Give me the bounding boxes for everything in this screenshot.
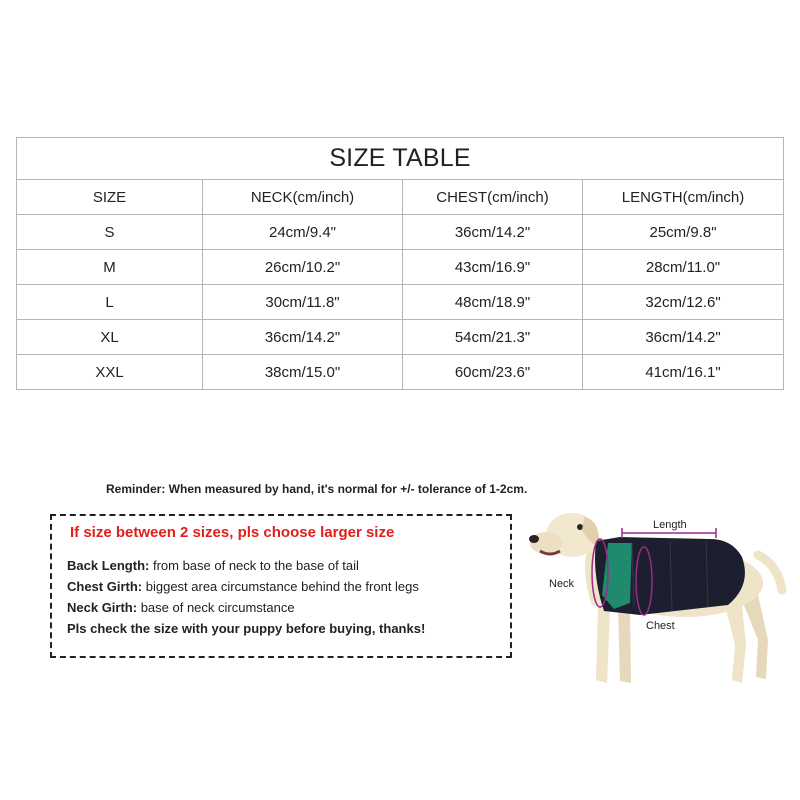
table-row <box>17 320 784 355</box>
cell-chest: 43cm/16.9" <box>403 250 583 285</box>
back-length-note <box>67 558 359 573</box>
length-label: Length <box>653 519 687 531</box>
cell-chest: 36cm/14.2" <box>403 215 583 250</box>
cell-length: 32cm/12.6" <box>583 285 784 320</box>
cell-length: 28cm/11.0" <box>583 250 784 285</box>
check-size-note: Pls check the size with your puppy before buying, thanks! <box>67 621 426 636</box>
cell-length: 41cm/16.1" <box>583 355 784 390</box>
header-size: SIZE <box>17 180 203 215</box>
neck-label: Neck <box>549 578 575 590</box>
header-neck: NECK(cm/inch) <box>203 180 403 215</box>
cell-chest: 48cm/18.9" <box>403 285 583 320</box>
table-row <box>17 355 784 390</box>
cell-size: XL <box>17 320 203 355</box>
neck-girth-label: Neck Girth: <box>67 600 138 615</box>
chest-label: Chest <box>646 620 675 632</box>
cell-size: XXL <box>17 355 203 390</box>
cell-neck: 26cm/10.2" <box>203 250 403 285</box>
cell-size: S <box>17 215 203 250</box>
sizing-note-box <box>50 514 512 658</box>
cell-chest: 54cm/21.3" <box>403 320 583 355</box>
header-length: LENGTH(cm/inch) <box>583 180 784 215</box>
header-chest: CHEST(cm/inch) <box>403 180 583 215</box>
tolerance-reminder: Reminder: When measured by hand, it's normal for +/- tolerance of 1-2cm. <box>106 482 528 496</box>
size-table <box>16 137 784 390</box>
chest-girth-label: Chest Girth: <box>67 579 143 594</box>
cell-size: M <box>17 250 203 285</box>
table-row <box>17 215 784 250</box>
table-header-row <box>17 180 784 215</box>
cell-neck: 38cm/15.0" <box>203 355 403 390</box>
cell-neck: 30cm/11.8" <box>203 285 403 320</box>
size-table-title: SIZE TABLE <box>17 138 784 180</box>
neck-girth-note <box>67 600 295 615</box>
cell-size: L <box>17 285 203 320</box>
cell-chest: 60cm/23.6" <box>403 355 583 390</box>
cell-neck: 36cm/14.2" <box>203 320 403 355</box>
cell-length: 25cm/9.8" <box>583 215 784 250</box>
chest-girth-note <box>67 579 419 594</box>
neck-girth-text: base of neck circumstance <box>137 600 295 615</box>
chest-girth-text: biggest area circumstance behind the front legs <box>142 579 419 594</box>
table-row <box>17 285 784 320</box>
choose-larger-headline: If size between 2 sizes, pls choose larger size <box>70 524 395 541</box>
back-length-label: Back Length: <box>67 558 150 573</box>
table-row <box>17 250 784 285</box>
cell-neck: 24cm/9.4" <box>203 215 403 250</box>
cell-length: 36cm/14.2" <box>583 320 784 355</box>
back-length-text: from base of neck to the base of tail <box>149 558 359 573</box>
